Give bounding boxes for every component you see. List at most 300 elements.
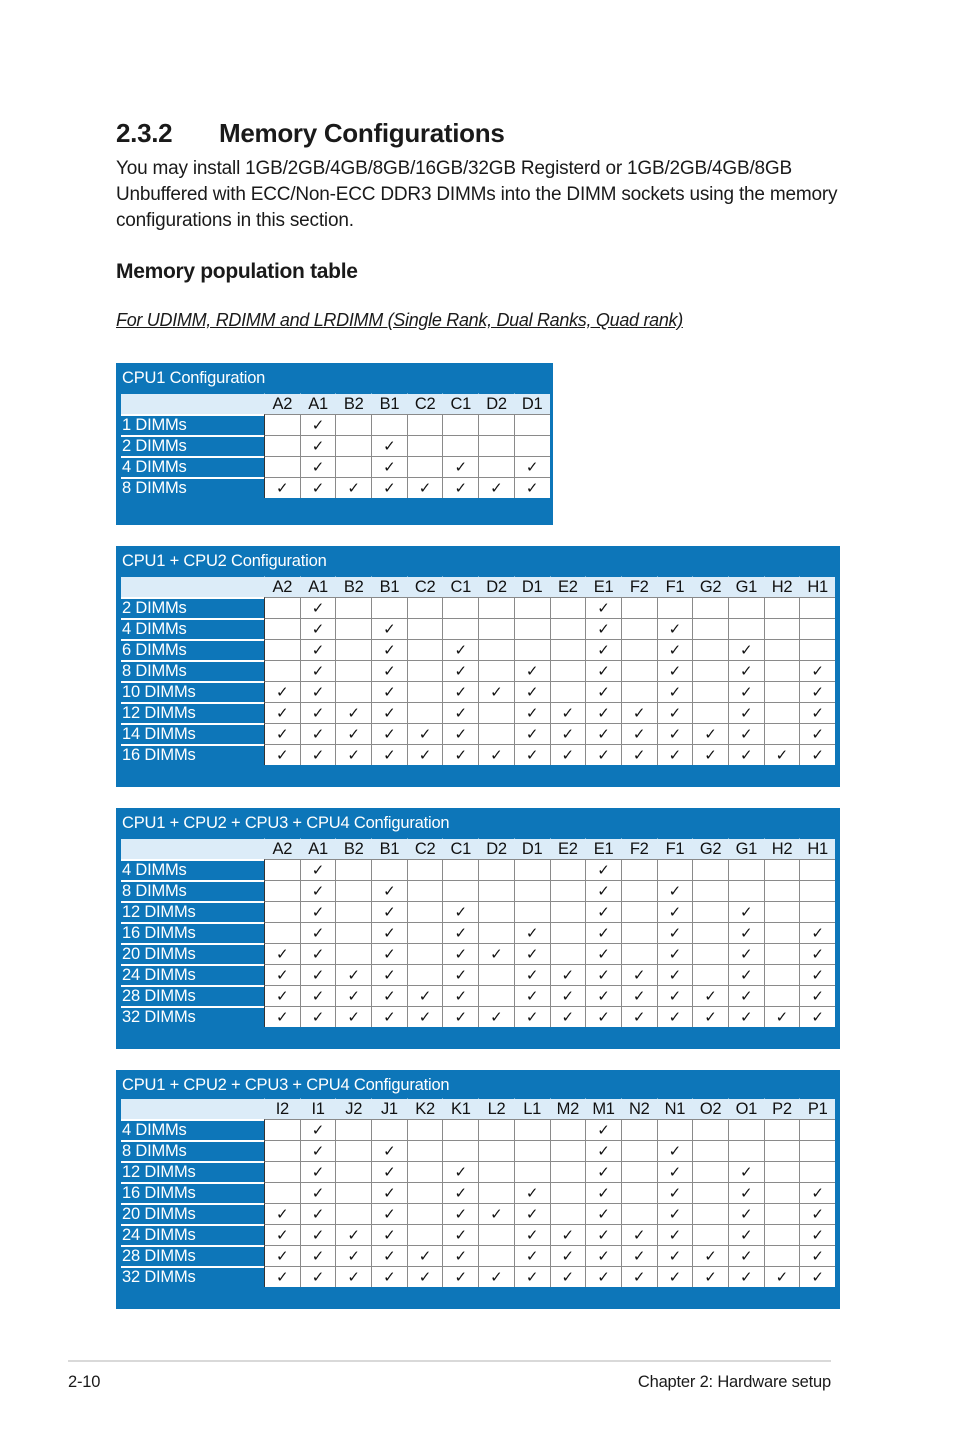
check-mark-icon: ✓ bbox=[311, 861, 325, 879]
check-mark-icon: ✓ bbox=[632, 1247, 646, 1265]
slot-cell bbox=[264, 880, 300, 901]
table-row bbox=[121, 985, 835, 1006]
slot-cell bbox=[692, 639, 728, 660]
check-mark-icon: ✓ bbox=[383, 1008, 396, 1026]
slot-cell bbox=[478, 922, 514, 943]
slot-cell bbox=[692, 618, 728, 639]
column-header-c2: C2 bbox=[407, 838, 443, 859]
slot-cell bbox=[550, 1224, 586, 1245]
slot-cell bbox=[764, 597, 800, 618]
config-grid bbox=[121, 576, 835, 765]
check-mark-icon: ✓ bbox=[739, 662, 753, 680]
slot-cell bbox=[585, 702, 621, 723]
slot-cell bbox=[442, 597, 478, 618]
slot-cell bbox=[371, 723, 407, 744]
slot-cell bbox=[514, 744, 550, 765]
slot-cell bbox=[478, 1119, 514, 1140]
slot-cell bbox=[514, 859, 550, 880]
check-mark-icon: ✓ bbox=[347, 746, 360, 764]
slot-cell bbox=[478, 456, 514, 477]
check-mark-icon: ✓ bbox=[811, 1008, 824, 1026]
slot-cell bbox=[478, 597, 514, 618]
column-header-f1: F1 bbox=[657, 838, 693, 859]
column-header-g2: G2 bbox=[692, 576, 728, 597]
slot-cell bbox=[764, 1161, 800, 1182]
slot-cell bbox=[478, 1006, 514, 1027]
slot-cell bbox=[692, 597, 728, 618]
slot-cell bbox=[764, 922, 800, 943]
slot-cell bbox=[300, 985, 336, 1006]
check-mark-icon: ✓ bbox=[525, 1008, 539, 1026]
slot-cell bbox=[478, 943, 514, 964]
slot-cell bbox=[300, 456, 336, 477]
check-mark-icon: ✓ bbox=[490, 1205, 503, 1223]
column-header-l2: L2 bbox=[478, 1098, 514, 1119]
slot-cell bbox=[478, 1266, 514, 1287]
slot-cell bbox=[799, 901, 835, 922]
slot-cell bbox=[799, 1119, 835, 1140]
table-row bbox=[121, 943, 835, 964]
slot-cell bbox=[621, 1203, 657, 1224]
slot-cell bbox=[514, 1182, 550, 1203]
slot-cell bbox=[335, 1161, 371, 1182]
column-header-e2: E2 bbox=[550, 838, 586, 859]
slot-cell bbox=[407, 985, 443, 1006]
slot-cell bbox=[728, 922, 764, 943]
slot-cell bbox=[728, 943, 764, 964]
check-mark-icon: ✓ bbox=[811, 1205, 824, 1223]
slot-cell bbox=[335, 943, 371, 964]
column-header-k1: K1 bbox=[442, 1098, 478, 1119]
column-header-j2: J2 bbox=[335, 1098, 371, 1119]
check-mark-icon: ✓ bbox=[454, 725, 468, 743]
check-mark-icon: ✓ bbox=[597, 1142, 610, 1160]
slot-cell bbox=[692, 1203, 728, 1224]
slot-cell bbox=[621, 1161, 657, 1182]
column-header-h1: H1 bbox=[799, 576, 835, 597]
check-mark-icon: ✓ bbox=[418, 1268, 432, 1286]
slot-cell bbox=[692, 1140, 728, 1161]
check-mark-icon: ✓ bbox=[525, 1247, 539, 1265]
slot-cell bbox=[728, 964, 764, 985]
slot-cell bbox=[799, 723, 835, 744]
slot-cell bbox=[621, 744, 657, 765]
check-mark-icon: ✓ bbox=[454, 458, 468, 476]
check-mark-icon: ✓ bbox=[454, 1226, 468, 1244]
table-row bbox=[121, 1182, 835, 1203]
slot-cell bbox=[799, 681, 835, 702]
slot-cell bbox=[692, 1006, 728, 1027]
row-label: 16 DIMMs bbox=[121, 1182, 264, 1203]
check-mark-icon: ✓ bbox=[597, 987, 610, 1005]
slot-cell bbox=[621, 702, 657, 723]
slot-cell bbox=[478, 964, 514, 985]
slot-cell bbox=[585, 639, 621, 660]
slot-cell bbox=[407, 922, 443, 943]
slot-cell bbox=[621, 597, 657, 618]
slot-cell bbox=[371, 681, 407, 702]
row-label: 10 DIMMs bbox=[121, 681, 264, 702]
check-mark-icon: ✓ bbox=[597, 1163, 610, 1181]
config-table-title: CPU1 Configuration bbox=[122, 369, 266, 387]
slot-cell bbox=[799, 964, 835, 985]
slot-cell bbox=[335, 456, 371, 477]
slot-cell bbox=[657, 1266, 693, 1287]
slot-cell bbox=[585, 1182, 621, 1203]
slot-cell bbox=[335, 681, 371, 702]
slot-cell bbox=[585, 943, 621, 964]
slot-cell bbox=[692, 1182, 728, 1203]
check-mark-icon: ✓ bbox=[739, 1205, 753, 1223]
check-mark-icon: ✓ bbox=[383, 1247, 396, 1265]
slot-cell bbox=[799, 1266, 835, 1287]
slot-cell bbox=[550, 922, 586, 943]
slot-cell bbox=[371, 1006, 407, 1027]
row-label: 4 DIMMs bbox=[121, 859, 264, 880]
column-header-e2: E2 bbox=[550, 576, 586, 597]
table-row bbox=[121, 901, 835, 922]
check-mark-icon: ✓ bbox=[739, 924, 753, 942]
slot-cell bbox=[264, 859, 300, 880]
slot-cell bbox=[407, 639, 443, 660]
slot-cell bbox=[442, 681, 478, 702]
check-mark-icon: ✓ bbox=[383, 1268, 396, 1286]
slot-cell bbox=[799, 639, 835, 660]
slot-cell bbox=[478, 660, 514, 681]
check-mark-icon: ✓ bbox=[632, 987, 646, 1005]
table-row bbox=[121, 477, 550, 498]
slot-cell bbox=[371, 985, 407, 1006]
check-mark-icon: ✓ bbox=[276, 725, 289, 743]
check-mark-icon: ✓ bbox=[383, 620, 396, 638]
check-mark-icon: ✓ bbox=[525, 1226, 539, 1244]
check-mark-icon: ✓ bbox=[418, 987, 432, 1005]
check-mark-icon: ✓ bbox=[775, 1268, 789, 1286]
table-row bbox=[121, 618, 835, 639]
slot-cell bbox=[264, 1203, 300, 1224]
slot-cell bbox=[264, 1161, 300, 1182]
check-mark-icon: ✓ bbox=[597, 1008, 610, 1026]
slot-cell bbox=[514, 435, 550, 456]
slot-cell bbox=[478, 477, 514, 498]
check-mark-icon: ✓ bbox=[311, 641, 325, 659]
slot-cell bbox=[621, 922, 657, 943]
column-header-i1: I1 bbox=[300, 1098, 336, 1119]
slot-cell bbox=[371, 1140, 407, 1161]
slot-cell bbox=[550, 1245, 586, 1266]
intro-paragraph: You may install 1GB/2GB/4GB/8GB/16GB/32GB Registerd or 1GB/2GB/4GB/8GB Unbuffered with ECC/Non-ECC DDR3 DIMMs into the DIMM sockets using the memory configurations in this section. bbox=[116, 158, 838, 231]
check-mark-icon: ✓ bbox=[597, 1205, 610, 1223]
slot-cell bbox=[621, 723, 657, 744]
check-mark-icon: ✓ bbox=[561, 704, 575, 722]
check-mark-icon: ✓ bbox=[811, 1226, 824, 1244]
table-row bbox=[121, 1245, 835, 1266]
slot-cell bbox=[300, 1161, 336, 1182]
check-mark-icon: ✓ bbox=[311, 1142, 325, 1160]
slot-cell bbox=[300, 597, 336, 618]
slot-cell bbox=[300, 477, 336, 498]
check-mark-icon: ✓ bbox=[311, 458, 325, 476]
check-mark-icon: ✓ bbox=[668, 620, 682, 638]
check-mark-icon: ✓ bbox=[739, 903, 753, 921]
slot-cell bbox=[442, 456, 478, 477]
column-header-d2: D2 bbox=[478, 393, 514, 414]
slot-cell bbox=[335, 1224, 371, 1245]
slot-cell bbox=[300, 901, 336, 922]
slot-cell bbox=[300, 744, 336, 765]
slot-cell bbox=[335, 477, 371, 498]
slot-cell bbox=[621, 943, 657, 964]
check-mark-icon: ✓ bbox=[311, 662, 325, 680]
slot-cell bbox=[371, 744, 407, 765]
column-header-d1: D1 bbox=[514, 576, 550, 597]
check-mark-icon: ✓ bbox=[668, 987, 682, 1005]
check-mark-icon: ✓ bbox=[311, 882, 325, 900]
check-mark-icon: ✓ bbox=[311, 1247, 325, 1265]
check-mark-icon: ✓ bbox=[668, 945, 682, 963]
slot-cell bbox=[585, 1119, 621, 1140]
slot-cell bbox=[657, 943, 693, 964]
row-label: 32 DIMMs bbox=[121, 1266, 264, 1287]
check-mark-icon: ✓ bbox=[597, 966, 610, 984]
slot-cell bbox=[300, 1182, 336, 1203]
check-mark-icon: ✓ bbox=[454, 966, 468, 984]
slot-cell bbox=[585, 985, 621, 1006]
slot-cell bbox=[799, 943, 835, 964]
column-header-c1: C1 bbox=[442, 576, 478, 597]
check-mark-icon: ✓ bbox=[597, 620, 610, 638]
slot-cell bbox=[692, 985, 728, 1006]
slot-cell bbox=[550, 702, 586, 723]
slot-cell bbox=[478, 859, 514, 880]
check-mark-icon: ✓ bbox=[276, 1008, 289, 1026]
column-header-b2: B2 bbox=[335, 393, 371, 414]
slot-cell bbox=[371, 880, 407, 901]
slot-cell bbox=[442, 1006, 478, 1027]
check-mark-icon: ✓ bbox=[383, 437, 396, 455]
column-header-row bbox=[121, 576, 835, 597]
slot-cell bbox=[442, 922, 478, 943]
slot-cell bbox=[371, 922, 407, 943]
check-mark-icon: ✓ bbox=[811, 662, 824, 680]
slot-cell bbox=[621, 618, 657, 639]
slot-cell bbox=[407, 681, 443, 702]
check-mark-icon: ✓ bbox=[632, 1226, 646, 1244]
check-mark-icon: ✓ bbox=[668, 1142, 682, 1160]
slot-cell bbox=[335, 414, 371, 435]
check-mark-icon: ✓ bbox=[525, 662, 539, 680]
check-mark-icon: ✓ bbox=[347, 704, 360, 722]
check-mark-icon: ✓ bbox=[311, 1226, 325, 1244]
row-label: 32 DIMMs bbox=[121, 1006, 264, 1027]
check-mark-icon: ✓ bbox=[668, 903, 682, 921]
check-mark-icon: ✓ bbox=[383, 704, 396, 722]
check-mark-icon: ✓ bbox=[454, 704, 468, 722]
config-table-title: CPU1 + CPU2 Configuration bbox=[122, 552, 327, 570]
check-mark-icon: ✓ bbox=[561, 987, 575, 1005]
row-label: 4 DIMMs bbox=[121, 456, 264, 477]
check-mark-icon: ✓ bbox=[704, 746, 717, 764]
column-header-b1: B1 bbox=[371, 393, 407, 414]
slot-cell bbox=[799, 744, 835, 765]
slot-cell bbox=[514, 943, 550, 964]
slot-cell bbox=[371, 477, 407, 498]
slot-cell bbox=[442, 618, 478, 639]
slot-cell bbox=[300, 859, 336, 880]
row-label: 2 DIMMs bbox=[121, 597, 264, 618]
check-mark-icon: ✓ bbox=[311, 1008, 325, 1026]
check-mark-icon: ✓ bbox=[490, 683, 503, 701]
check-mark-icon: ✓ bbox=[739, 987, 753, 1005]
table-row bbox=[121, 723, 835, 744]
slot-cell bbox=[728, 639, 764, 660]
slot-cell bbox=[764, 1203, 800, 1224]
slot-cell bbox=[657, 985, 693, 1006]
check-mark-icon: ✓ bbox=[632, 1008, 646, 1026]
check-mark-icon: ✓ bbox=[525, 479, 539, 497]
slot-cell bbox=[371, 702, 407, 723]
slot-cell bbox=[514, 456, 550, 477]
slot-cell bbox=[264, 660, 300, 681]
slot-cell bbox=[442, 1182, 478, 1203]
check-mark-icon: ✓ bbox=[347, 987, 360, 1005]
check-mark-icon: ✓ bbox=[668, 683, 682, 701]
section-number: 2.3.2 bbox=[116, 118, 173, 148]
slot-cell bbox=[407, 1203, 443, 1224]
slot-cell bbox=[514, 985, 550, 1006]
slot-cell bbox=[514, 723, 550, 744]
column-header-a1: A1 bbox=[300, 393, 336, 414]
slot-cell bbox=[514, 1224, 550, 1245]
slot-cell bbox=[550, 660, 586, 681]
check-mark-icon: ✓ bbox=[454, 1268, 468, 1286]
slot-cell bbox=[335, 597, 371, 618]
check-mark-icon: ✓ bbox=[525, 458, 539, 476]
slot-cell bbox=[264, 639, 300, 660]
slot-cell bbox=[514, 1140, 550, 1161]
table-row bbox=[121, 1140, 835, 1161]
slot-cell bbox=[335, 964, 371, 985]
check-mark-icon: ✓ bbox=[597, 861, 610, 879]
slot-cell bbox=[407, 702, 443, 723]
page-number: 2-10 bbox=[68, 1373, 101, 1391]
slot-cell bbox=[407, 943, 443, 964]
check-mark-icon: ✓ bbox=[739, 1008, 753, 1026]
slot-cell bbox=[585, 1006, 621, 1027]
row-label: 14 DIMMs bbox=[121, 723, 264, 744]
slot-cell bbox=[407, 414, 443, 435]
slot-cell bbox=[550, 1006, 586, 1027]
slot-cell bbox=[335, 435, 371, 456]
check-mark-icon: ✓ bbox=[454, 746, 468, 764]
check-mark-icon: ✓ bbox=[311, 1163, 325, 1181]
check-mark-icon: ✓ bbox=[454, 662, 468, 680]
slot-cell bbox=[442, 660, 478, 681]
row-label: 8 DIMMs bbox=[121, 1140, 264, 1161]
slot-cell bbox=[728, 1224, 764, 1245]
slot-cell bbox=[264, 456, 300, 477]
check-mark-icon: ✓ bbox=[525, 683, 539, 701]
slot-cell bbox=[264, 597, 300, 618]
slot-cell bbox=[728, 880, 764, 901]
column-header-g2: G2 bbox=[692, 838, 728, 859]
slot-cell bbox=[264, 943, 300, 964]
column-header-n2: N2 bbox=[621, 1098, 657, 1119]
check-mark-icon: ✓ bbox=[418, 725, 432, 743]
check-mark-icon: ✓ bbox=[311, 416, 325, 434]
check-mark-icon: ✓ bbox=[704, 1268, 717, 1286]
slot-cell bbox=[657, 597, 693, 618]
check-mark-icon: ✓ bbox=[704, 987, 717, 1005]
check-mark-icon: ✓ bbox=[597, 1226, 610, 1244]
check-mark-icon: ✓ bbox=[383, 1205, 396, 1223]
column-header-a2: A2 bbox=[264, 838, 300, 859]
column-header-p1: P1 bbox=[799, 1098, 835, 1119]
slot-cell bbox=[621, 1182, 657, 1203]
slot-cell bbox=[300, 1224, 336, 1245]
row-label: 12 DIMMs bbox=[121, 702, 264, 723]
slot-cell bbox=[764, 1006, 800, 1027]
check-mark-icon: ✓ bbox=[311, 1121, 325, 1139]
slot-cell bbox=[407, 1182, 443, 1203]
slot-cell bbox=[514, 660, 550, 681]
header-blank-cell bbox=[121, 1098, 264, 1119]
slot-cell bbox=[478, 1203, 514, 1224]
check-mark-icon: ✓ bbox=[347, 725, 360, 743]
slot-cell bbox=[764, 723, 800, 744]
check-mark-icon: ✓ bbox=[383, 1142, 396, 1160]
slot-cell bbox=[407, 456, 443, 477]
check-mark-icon: ✓ bbox=[597, 683, 610, 701]
slot-cell bbox=[514, 1266, 550, 1287]
check-mark-icon: ✓ bbox=[811, 1247, 824, 1265]
slot-cell bbox=[335, 901, 371, 922]
slot-cell bbox=[657, 859, 693, 880]
slot-cell bbox=[407, 618, 443, 639]
check-mark-icon: ✓ bbox=[525, 1205, 539, 1223]
slot-cell bbox=[621, 660, 657, 681]
check-mark-icon: ✓ bbox=[383, 903, 396, 921]
slot-cell bbox=[764, 1266, 800, 1287]
slot-cell bbox=[764, 1119, 800, 1140]
slot-cell bbox=[335, 723, 371, 744]
check-mark-icon: ✓ bbox=[632, 704, 646, 722]
slot-cell bbox=[407, 744, 443, 765]
slot-cell bbox=[371, 456, 407, 477]
config-table-title: CPU1 + CPU2 + CPU3 + CPU4 Configuration bbox=[122, 1076, 450, 1094]
check-mark-icon: ✓ bbox=[739, 725, 753, 743]
slot-cell bbox=[728, 1161, 764, 1182]
column-header-p2: P2 bbox=[764, 1098, 800, 1119]
slot-cell bbox=[728, 1245, 764, 1266]
column-header-d2: D2 bbox=[478, 576, 514, 597]
slot-cell bbox=[264, 681, 300, 702]
slot-cell bbox=[657, 1245, 693, 1266]
check-mark-icon: ✓ bbox=[311, 479, 325, 497]
slot-cell bbox=[550, 1161, 586, 1182]
slot-cell bbox=[335, 922, 371, 943]
slot-cell bbox=[621, 1266, 657, 1287]
check-mark-icon: ✓ bbox=[311, 683, 325, 701]
slot-cell bbox=[657, 723, 693, 744]
slot-cell bbox=[407, 859, 443, 880]
slot-cell bbox=[692, 702, 728, 723]
slot-cell bbox=[514, 477, 550, 498]
slot-cell bbox=[514, 1245, 550, 1266]
slot-cell bbox=[657, 639, 693, 660]
slot-cell bbox=[335, 744, 371, 765]
slot-cell bbox=[335, 1119, 371, 1140]
